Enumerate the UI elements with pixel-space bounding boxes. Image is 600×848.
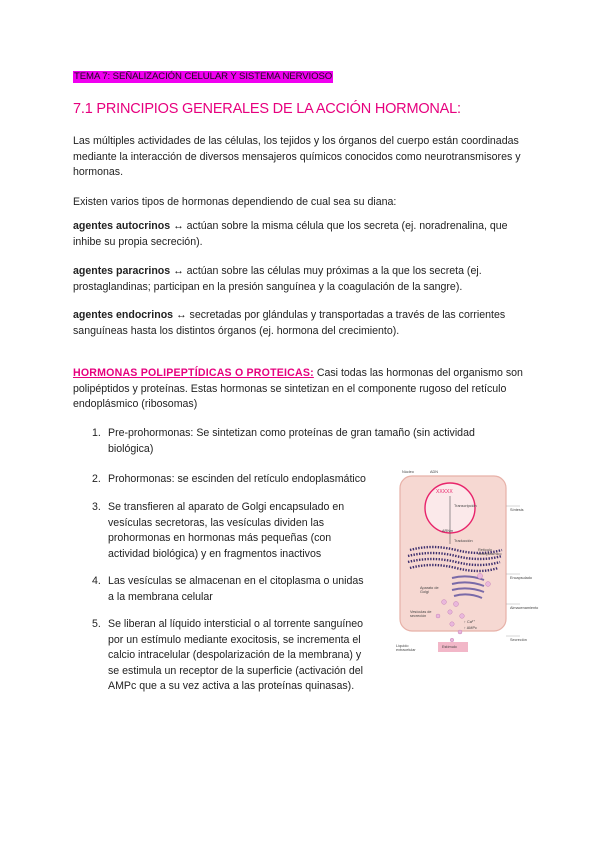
- list-number: 4.: [92, 575, 101, 587]
- list-text: Pre-prohormonas: Se sintetizan como proteínas de gran tamaño (sin actividad biológica): [108, 427, 475, 455]
- topic-title: TEMA 7: SEÑALIZACIÓN CELULAR Y SISTEMA NERVIOSO: [74, 71, 333, 82]
- label-nucleus: Núcleo: [402, 470, 414, 474]
- cell-diagram: [392, 466, 539, 658]
- label-storage: Almacenamiento: [510, 606, 539, 610]
- list-text: Prohormonas: se escinden del retículo endoplasmático: [108, 473, 366, 485]
- polypeptide-paragraph: [73, 366, 535, 413]
- label-encapsulation: Encapsulado: [510, 576, 532, 580]
- intro-types-paragraph: Existen varios tipos de hormonas dependiendo de cual sea su diana:: [73, 196, 397, 208]
- label-dna: ADN: [430, 470, 439, 474]
- type-autocrine: [73, 219, 535, 250]
- type-description: ↔ actúan sobre la misma célula que los secreta (ej. noradrenalina, que inhibe su propia secreción).: [73, 220, 508, 248]
- polypeptide-heading: HORMONAS POLIPEPTÍDICAS O PROTEICAS:: [73, 367, 314, 379]
- intro-paragraph: Las múltiples actividades de las células, los tejidos y los órganos del cuerpo están coordinadas mediante la interacción de diversos mensajeros químicos conocidos como neurotransmisores y hormonas.: [73, 135, 521, 179]
- section-title: 7.1 PRINCIPIOS GENERALES DE LA ACCIÓN HORMONAL:: [73, 101, 461, 117]
- stage-guides: [506, 506, 520, 636]
- label-golgi: Aparato de Golgi: [420, 586, 439, 594]
- type-description: ↔ secretadas por glándulas y transportadas a través de las corrientes sanguíneas hasta los distintos órganos (ej. hormona del crecimiento).: [73, 309, 506, 337]
- list-number: 5.: [92, 618, 101, 630]
- list-number: 2.: [92, 473, 101, 485]
- type-endocrine: [73, 308, 535, 339]
- hormone-synthesis-figure: [392, 466, 539, 658]
- label-secretion: Secreción: [510, 638, 527, 642]
- list-number: 1.: [92, 427, 101, 439]
- label-dna-mark: XXXXX: [436, 489, 453, 495]
- polypeptide-text: Casi todas las hormonas del organismo son polipéptidos y proteínas. Estas hormonas se sintetizan en el componente rugoso del retículo endoplásmico (ribosomas): [73, 367, 523, 411]
- list-text: Se transfieren al aparato de Golgi encapsulado en vesículas secretoras, las vesículas dividen las prohormonas en hormonas más pequeñas (con actividad biológica) y en fragmentos inactivos: [108, 501, 345, 560]
- type-term: agentes autocrinos: [73, 220, 171, 232]
- label-calcium: ↑ Ca²⁺: [464, 620, 476, 624]
- label-campc: ↑ AMPc: [464, 626, 477, 630]
- label-er: Retículo endoplasmico: [478, 548, 502, 556]
- list-text: Las vesículas se almacenan en el citoplasma o unidas a la membrana celular: [108, 575, 364, 603]
- label-vesicles: Vesículas de secreción: [410, 610, 432, 618]
- label-mrna: ARNm: [442, 529, 454, 533]
- type-term: agentes endocrinos: [73, 309, 174, 321]
- label-transcription: Transcripción: [454, 504, 477, 508]
- type-paracrine: [73, 264, 535, 295]
- type-term: agentes paracrinos: [73, 265, 171, 277]
- list-number: 3.: [92, 501, 101, 513]
- label-translation: Traducción: [454, 539, 473, 543]
- label-synthesis: Síntesis: [510, 508, 524, 512]
- label-extracellular: Líquido extracelular: [396, 644, 416, 652]
- label-stimulus: Estímulo: [442, 645, 457, 649]
- type-description: ↔ actúan sobre las células muy próximas a la que los secreta (ej. prostaglandinas; participan en la presión sanguínea y la coagulación de la sangre).: [73, 265, 482, 293]
- list-text: Se liberan al líquido intersticial o al torrente sanguíneo por un estímulo mediante exocitosis, se incrementa el calcio intracelular (despolarización de la membrana) y se estimula un receptor de la superficie (activación del AMPc que a su vez activa a las proteínas quinasas).: [108, 618, 363, 693]
